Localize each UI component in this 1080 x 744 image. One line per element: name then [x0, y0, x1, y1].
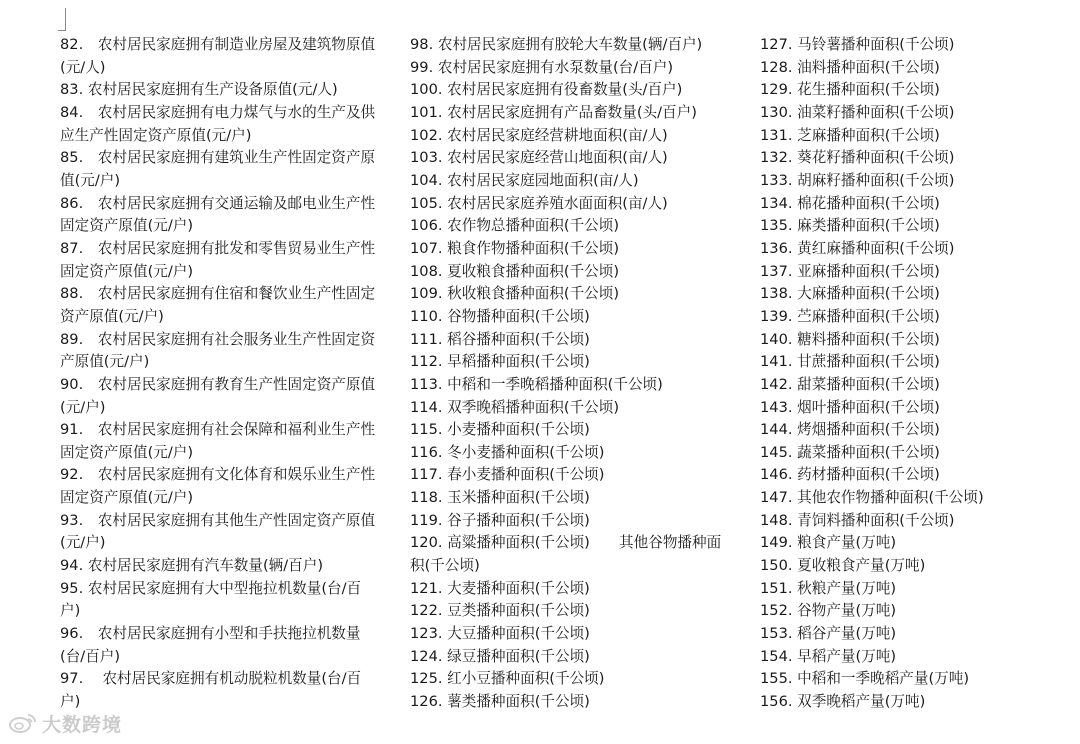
list-item: 103. 农村居民家庭经营山地面积(亩/人): [410, 149, 668, 167]
list-item: 123. 大豆播种面积(千公顷): [410, 625, 590, 643]
list-item: 84. 农村居民家庭拥有电力煤气与水的生产及供应生产性固定资产原值(元/户): [60, 103, 376, 144]
column-right: [760, 34, 1060, 714]
list-item: 105. 农村居民家庭养殖水面面积(亩/人): [410, 194, 668, 212]
list-item: 128. 油料播种面积(千公顷): [760, 58, 940, 76]
list-item: 124. 绿豆播种面积(千公顷): [410, 647, 590, 665]
list-item: 132. 葵花籽播种面积(千公顷): [760, 149, 955, 167]
list-item: 139. 苎麻播种面积(千公顷): [760, 307, 940, 325]
list-item: 125. 红小豆播种面积(千公顷): [410, 670, 605, 688]
list-item: 96. 农村居民家庭拥有小型和手扶拖拉机数量(台/百户): [60, 625, 361, 665]
list-item: 122. 豆类播种面积(千公顷): [410, 602, 590, 620]
list-item: 110. 谷物播种面积(千公顷): [410, 307, 590, 325]
weibo-icon: [8, 712, 38, 734]
list-item: 95. 农村居民家庭拥有大中型拖拉机数量(台/百户): [60, 579, 362, 620]
list-item: 87. 农村居民家庭拥有批发和零售贸易业生产性固定资产原值(元/户): [60, 239, 376, 280]
list-item: 109. 秋收粮食播种面积(千公顷): [410, 285, 620, 303]
list-item: 85. 农村居民家庭拥有建筑业生产性固定资产原值(元/户): [60, 149, 376, 189]
list-item: 151. 秋粮产量(万吨): [760, 579, 897, 597]
list-item: 99. 农村居民家庭拥有水泵数量(台/百户): [410, 58, 674, 76]
watermark-text: 大数跨境: [42, 713, 123, 736]
list-item: 153. 稻谷产量(万吨): [760, 625, 897, 643]
list-item: 116. 冬小麦播种面积(千公顷): [410, 443, 605, 461]
list-item: 147. 其他农作物播种面积(千公顷): [760, 489, 984, 507]
list-item: 98. 农村居民家庭拥有胶轮大车数量(辆/百户): [410, 36, 703, 53]
list-item: 120. 高粱播种面积(千公顷) 其他谷物播种面积(千公顷): [410, 534, 722, 575]
list-item: 134. 棉花播种面积(千公顷): [760, 194, 940, 212]
list-item: 140. 糖料播种面积(千公顷): [760, 330, 940, 348]
list-item: 88. 农村居民家庭拥有住宿和餐饮业生产性固定资产原值(元/户): [60, 285, 376, 325]
list-item: 131. 芝麻播种面积(千公顷): [760, 126, 940, 144]
list-item: 89. 农村居民家庭拥有社会服务业生产性固定资产原值(元/户): [60, 330, 376, 371]
list-item: 129. 花生播种面积(千公顷): [760, 81, 940, 99]
column-left: [60, 34, 376, 714]
list-item: 91. 农村居民家庭拥有社会保障和福利业生产性固定资产原值(元/户): [60, 421, 376, 461]
list-item: 90. 农村居民家庭拥有教育生产性固定资产原值(元/户): [60, 375, 376, 416]
list-item: 117. 春小麦播种面积(千公顷): [410, 466, 605, 484]
list-item: 121. 大麦播种面积(千公顷): [410, 579, 590, 597]
list-item: 93. 农村居民家庭拥有其他生产性固定资产原值(元/户): [60, 511, 376, 552]
list-item: 130. 油菜籽播种面积(千公顷): [760, 103, 955, 121]
list-item: 97. 农村居民家庭拥有机动脱粒机数量(台/百户): [60, 670, 362, 711]
list-item: 142. 甜菜播种面积(千公顷): [760, 375, 940, 393]
list-item: 115. 小麦播种面积(千公顷): [410, 421, 590, 439]
list-item: 107. 粮食作物播种面积(千公顷): [410, 239, 620, 257]
list-item: 145. 蔬菜播种面积(千公顷): [760, 443, 940, 461]
list-item: 112. 早稻播种面积(千公顷): [410, 353, 590, 371]
list-item: 150. 夏收粮食产量(万吨): [760, 557, 926, 575]
list-item: 133. 胡麻籽播种面积(千公顷): [760, 171, 955, 189]
list-item: 86. 农村居民家庭拥有交通运输及邮电业生产性固定资产原值(元/户): [60, 194, 376, 235]
list-item: 152. 谷物产量(万吨): [760, 602, 897, 620]
page-corner-mark: [58, 8, 66, 31]
list-item: 136. 黄红麻播种面积(千公顷): [760, 239, 955, 257]
list-item: 126. 薯类播种面积(千公顷): [410, 693, 590, 711]
list-item: 127. 马铃薯播种面积(千公顷): [760, 36, 955, 53]
list-item: 119. 谷子播种面积(千公顷): [410, 511, 590, 529]
list-item: 82. 农村居民家庭拥有制造业房屋及建筑物原值(元/人): [60, 36, 376, 76]
column-middle: [410, 34, 728, 714]
list-item: 104. 农村居民家庭园地面积(亩/人): [410, 171, 639, 189]
list-item: 111. 稻谷播种面积(千公顷): [410, 330, 590, 348]
list-item: 94. 农村居民家庭拥有汽车数量(辆/百户): [60, 557, 324, 575]
list-item: 106. 农作物总播种面积(千公顷): [410, 217, 620, 235]
list-item: 135. 麻类播种面积(千公顷): [760, 217, 940, 235]
list-item: 143. 烟叶播种面积(千公顷): [760, 398, 940, 416]
list-item: 146. 药材播种面积(千公顷): [760, 466, 940, 484]
list-item: 83. 农村居民家庭拥有生产设备原值(元/人): [60, 81, 338, 99]
list-item: 114. 双季晚稻播种面积(千公顷): [410, 398, 620, 416]
watermark: [8, 709, 122, 737]
list-item: 144. 烤烟播种面积(千公顷): [760, 421, 940, 439]
list-item: 141. 甘蔗播种面积(千公顷): [760, 353, 940, 371]
list-item: 156. 双季晚稻产量(万吨): [760, 693, 926, 711]
list-item: 108. 夏收粮食播种面积(千公顷): [410, 262, 620, 280]
list-item: 102. 农村居民家庭经营耕地面积(亩/人): [410, 126, 668, 144]
list-item: 101. 农村居民家庭拥有产品畜数量(头/百户): [410, 103, 697, 121]
list-item: 137. 亚麻播种面积(千公顷): [760, 262, 940, 280]
list-item: 113. 中稻和一季晚稻播种面积(千公顷): [410, 375, 663, 393]
list-item: 138. 大麻播种面积(千公顷): [760, 285, 940, 303]
list-item: 92. 农村居民家庭拥有文化体育和娱乐业生产性固定资产原值(元/户): [60, 466, 376, 507]
list-item: 155. 中稻和一季晚稻产量(万吨): [760, 670, 970, 688]
list-item: 149. 粮食产量(万吨): [760, 534, 897, 552]
list-item: 118. 玉米播种面积(千公顷): [410, 489, 590, 507]
list-item: 148. 青饲料播种面积(千公顷): [760, 511, 955, 529]
list-item: 154. 早稻产量(万吨): [760, 647, 897, 665]
list-item: 100. 农村居民家庭拥有役畜数量(头/百户): [410, 81, 683, 99]
